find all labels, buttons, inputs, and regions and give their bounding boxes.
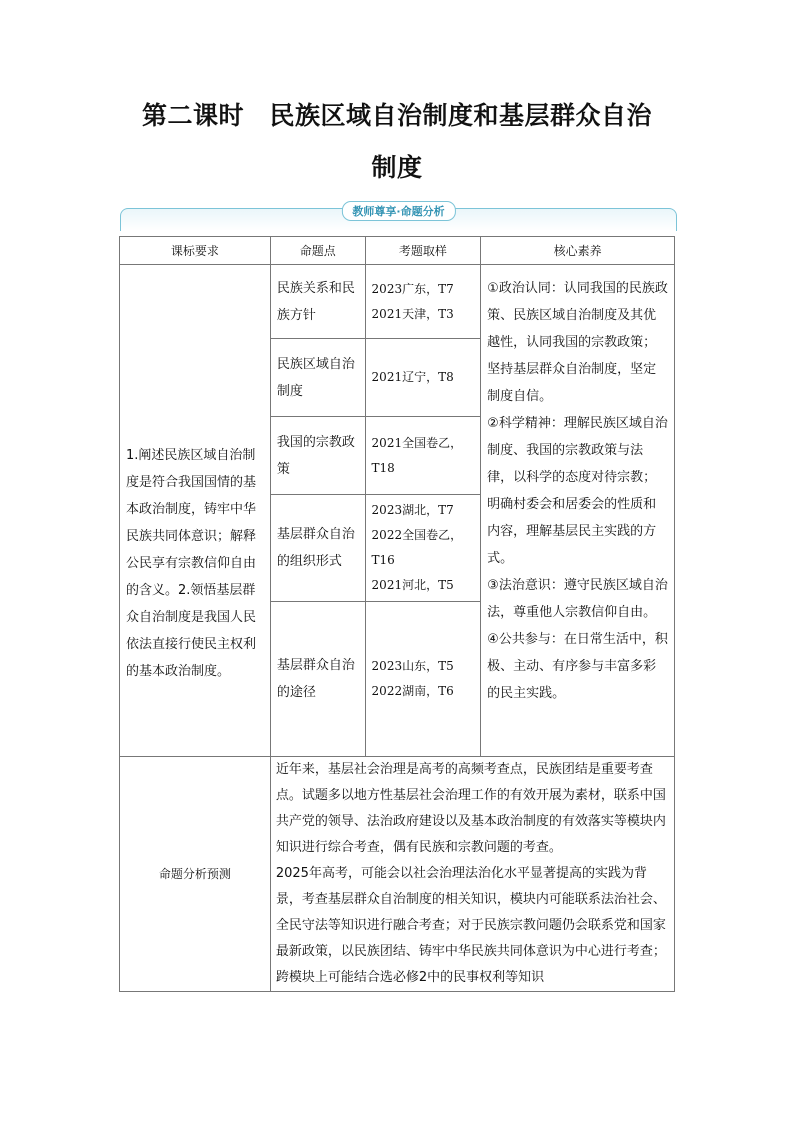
page-title-line2: 制度	[371, 153, 423, 182]
literacy-cell	[481, 265, 675, 757]
header-sample: 考题取样	[365, 237, 481, 265]
header-requirements: 课标要求	[120, 237, 271, 265]
sample-cell: 2021全国卷乙，T18	[365, 417, 481, 495]
table-row	[120, 265, 675, 339]
literacy-text: ①政治认同：认同我国的民族政策、民族区域自治制度及其优越性，认同我国的宗教政策；坚持基层群众自治制度，坚定制度自信。 ②科学精神：理解民族区域自治制度、我国的宗教政策与法律，以科学的态度对待宗教；明确村委会和居委会的性质和内容，理解基层民主实践的方式。 ③法治意识：遵守民族区域自治法，尊重他人宗教信仰自由。 ④公共参与：在日常生活中，积极、主动、有序参与丰富多彩的民主实践。	[487, 281, 668, 701]
sample-cell: 2021辽宁，T8	[365, 339, 481, 417]
forecast-paragraph-1: 近年来，基层社会治理是高考的高频考查点，民族团结是重要考查点。试题多以地方性基层社会治理工作的有效开展为素材，联系中国共产党的领导、法治政府建设以及基本政治制度的有效落实等模块内知识进行综合考查，偶有民族和宗教问题的考查。	[275, 762, 666, 855]
forecast-paragraph-2: 2025年高考，可能会以社会治理法治化水平显著提高的实践为背景，考查基层群众自治制度的相关知识，模块内可能联系法治社会、全民守法等知识进行融合考查；对于民族宗教问题仍会联系党和国家最新政策，以民族团结、铸牢中华民族共同体意识为中心进行考查；跨模块上可能结合选必修2中的民事权利等知识	[275, 866, 666, 985]
table-header-row	[120, 237, 675, 265]
point-cell: 民族区域自治制度	[270, 339, 365, 417]
point-cell: 我国的宗教政策	[270, 417, 365, 495]
point-cell: 民族关系和民族方针	[270, 265, 365, 339]
sample-cell: 2023湖北，T7 2022全国卷乙，T16 2021河北，T5	[365, 495, 481, 602]
sample-cell: 2023广东，T7 2021天津，T3	[365, 265, 481, 339]
forecast-label: 命题分析预测	[120, 757, 271, 992]
sample-cell: 2023山东，T5 2022湖南，T6	[365, 602, 481, 757]
header-literacy: 核心素养	[481, 237, 675, 265]
requirements-text: 1.阐述民族区域自治制度是符合我国国情的基本政治制度，铸牢中华民族共同体意识；解释公民享有宗教信仰自由的含义。2.领悟基层群众自治制度是我国人民依法直接行使民主权利的基本政治制度。	[126, 447, 257, 679]
point-cell: 基层群众自治的途径	[270, 602, 365, 757]
header-point: 命题点	[270, 237, 365, 265]
page-title-line1: 第二课时 民族区域自治制度和基层群众自治	[141, 101, 652, 130]
banner-label: 教师尊享·命题分析	[341, 201, 455, 221]
forecast-cell	[270, 757, 674, 992]
forecast-row	[120, 757, 675, 992]
point-cell: 基层群众自治的组织形式	[270, 495, 365, 602]
section-banner	[120, 205, 677, 231]
analysis-table	[119, 236, 675, 992]
requirements-cell	[120, 265, 271, 757]
